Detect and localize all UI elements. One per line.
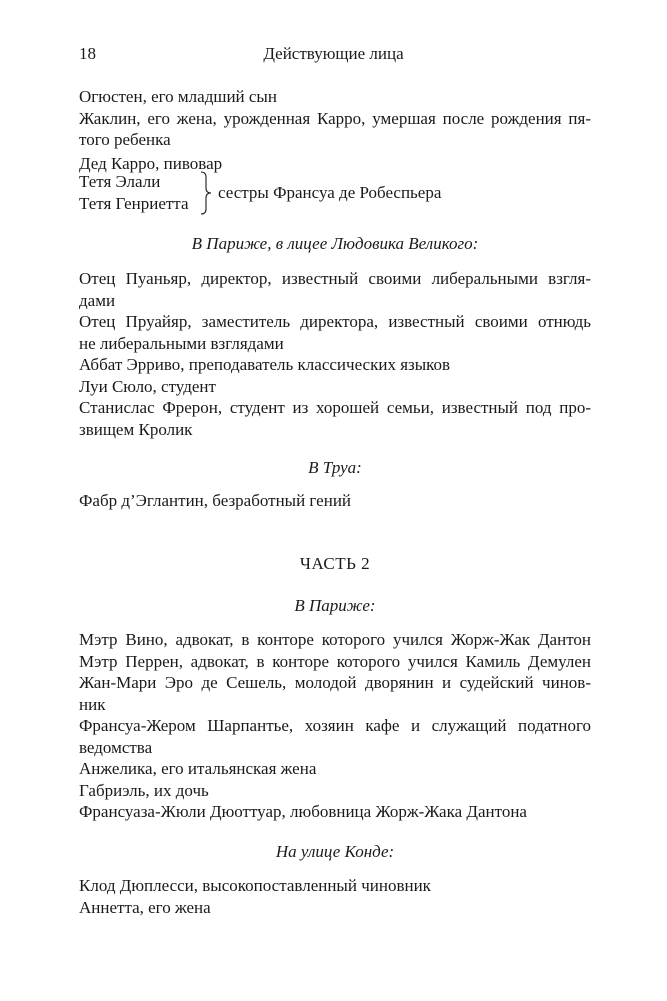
troyes-block: [79, 490, 591, 512]
section-heading: В Париже:: [294, 596, 376, 615]
section-heading-troyes: [79, 457, 591, 479]
character-entry: Аббат Эрриво, преподаватель классических языков: [79, 355, 451, 374]
running-title: Действующие лица: [263, 44, 404, 63]
character-entry: Аннетта, его жена: [79, 897, 211, 917]
character-entry: Франсуаза-Жюли Дюоттуар, любовница Жорж-Жака Дантона: [79, 802, 527, 821]
character-entry: Габриэль, их дочь: [79, 780, 209, 800]
section-heading: В Париже, в лицее Людовика Великого:: [191, 234, 479, 253]
section-heading-lycee: [79, 233, 591, 255]
section-heading: В Труа:: [308, 458, 362, 477]
curly-brace-icon: [199, 171, 213, 215]
section-heading-paris: [79, 595, 591, 617]
character-entry-continued: того ребенка: [79, 130, 171, 149]
page-number: 18: [79, 44, 96, 63]
paris-block: [79, 629, 591, 823]
character-entry: Дед Карро, пивовар: [79, 153, 223, 173]
lycee-block: [79, 268, 591, 440]
part-heading: [79, 553, 591, 575]
section-heading: На улице Конде:: [275, 842, 395, 861]
character-entry-continued: дами: [79, 290, 116, 310]
character-entry-continued: не либеральными взглядами: [79, 333, 284, 353]
part-title: ЧАСТЬ 2: [299, 554, 371, 573]
character-entry: Луи Сюло, студент: [79, 376, 216, 396]
character-entry: Станислас Фрерон, студент из хорошей семьи, известный под про-: [79, 398, 591, 417]
character-entry: Тетя Генриетта: [79, 193, 189, 213]
character-entry: Франсуа-Жером Шарпантье, хозяин кафе и служащий податного: [79, 716, 591, 735]
character-entry-continued: ник: [79, 694, 106, 714]
section-heading-conde: [79, 841, 591, 863]
aunts-note: сестры Франсуа де Робеспьера: [218, 183, 442, 202]
character-entry: Тетя Элали: [79, 172, 161, 191]
character-entry: Анжелика, его итальянская жена: [79, 759, 317, 778]
character-entry: Клод Дюплесси, высокопоставленный чиновник: [79, 876, 431, 895]
character-entry-continued: звищем Кролик: [79, 419, 193, 439]
character-entry-continued: ведомства: [79, 737, 153, 757]
character-entry: Огюстен, его младший сын: [79, 87, 277, 106]
page-header: [79, 44, 588, 68]
character-entry: Отец Пуаньяр, директор, известный своими либеральными взгля-: [79, 269, 591, 288]
character-entry: Отец Пруайяр, заместитель директора, известный своими отнюдь: [79, 312, 591, 331]
conde-block: [79, 875, 591, 918]
character-entry: Фабр д’Эглантин, безработный гений: [79, 491, 352, 510]
family-block: [79, 86, 591, 174]
character-entry: Жан-Мари Эро де Сешель, молодой дворянин и судейский чинов-: [79, 673, 591, 692]
character-entry: Жаклин, его жена, урожденная Карро, умершая после рождения пя-: [79, 108, 591, 128]
character-entry: Мэтр Перрен, адвокат, в конторе которого учился Камиль Демулен: [79, 651, 591, 671]
character-entry: Мэтр Вино, адвокат, в конторе которого учился Жорж-Жак Дантон: [79, 630, 591, 649]
